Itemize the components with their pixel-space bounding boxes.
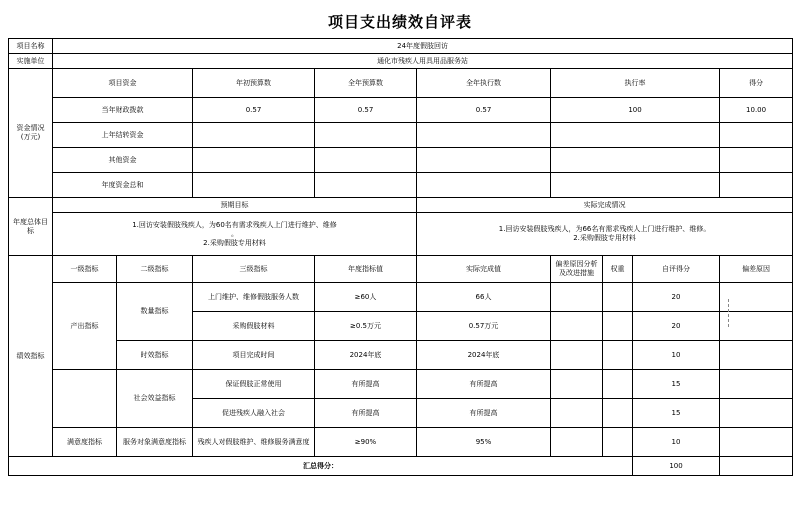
- funds-cell: [417, 148, 551, 173]
- indicator-analysis: [551, 370, 603, 399]
- funds-section-label: 资金情况 (万元): [9, 69, 53, 198]
- indicator-level1-blank: [53, 370, 117, 428]
- funds-cell: [193, 173, 315, 198]
- indicator-level2: 社会效益指标: [117, 370, 193, 428]
- indicator-level3: 采购假肢材料: [193, 312, 315, 341]
- total-label: 汇总得分：: [9, 457, 633, 476]
- indicator-weight: [603, 341, 633, 370]
- indicator-weight: [603, 399, 633, 428]
- indicator-score: 15: [633, 370, 720, 399]
- indicator-level2: 服务对象满意度指标: [117, 428, 193, 457]
- indicator-score: 20: [633, 312, 720, 341]
- evaluation-table: [8, 38, 793, 476]
- indicator-weight: [603, 370, 633, 399]
- indicator-header-reason: 偏差原因: [720, 256, 793, 283]
- indicator-header-level3: 三级指标: [193, 256, 315, 283]
- unit-value: 通化市残疾人用具用品服务站: [53, 54, 793, 69]
- indicator-score: 20: [633, 283, 720, 312]
- indicator-header-score: 自评得分: [633, 256, 720, 283]
- funds-header-rate: 执行率: [551, 69, 720, 98]
- funds-cell: [720, 123, 793, 148]
- indicator-reason: [720, 341, 793, 370]
- funds-cell: [193, 148, 315, 173]
- goals-expected-header: 预期目标: [53, 198, 417, 213]
- funds-cell: 0.57: [315, 98, 417, 123]
- indicator-analysis: [551, 341, 603, 370]
- funds-cell: 100: [551, 98, 720, 123]
- indicator-actual: 有所提高: [417, 370, 551, 399]
- indicator-actual: 66人: [417, 283, 551, 312]
- indicator-header-analysis: 偏差原因分析及改进措施: [551, 256, 603, 283]
- funds-header-budget: 全年预算数: [315, 69, 417, 98]
- funds-cell: [315, 173, 417, 198]
- total-value: 100: [633, 457, 720, 476]
- dashed-divider: [728, 299, 729, 327]
- indicator-weight: [603, 312, 633, 341]
- indicator-analysis: [551, 399, 603, 428]
- indicator-level3: 保证假肢正常使用: [193, 370, 315, 399]
- total-blank: [720, 457, 793, 476]
- indicator-header-weight: 权重: [603, 256, 633, 283]
- indicator-level3: 上门维护、维修假肢服务人数: [193, 283, 315, 312]
- indicator-target: 有所提高: [315, 399, 417, 428]
- indicator-actual: 有所提高: [417, 399, 551, 428]
- indicator-level1: 产出指标: [53, 283, 117, 370]
- unit-label: 实施单位: [9, 54, 53, 69]
- funds-cell: [193, 123, 315, 148]
- funds-row-label: 其他资金: [53, 148, 193, 173]
- funds-cell: [417, 173, 551, 198]
- indicator-analysis: [551, 283, 603, 312]
- project-name-label: 项目名称: [9, 39, 53, 54]
- indicator-actual: 0.57万元: [417, 312, 551, 341]
- indicator-reason: [720, 312, 793, 341]
- indicator-reason: [720, 370, 793, 399]
- indicator-target: ≥0.5万元: [315, 312, 417, 341]
- goals-section-label: 年度总体目标: [9, 198, 53, 256]
- indicator-reason: [720, 428, 793, 457]
- indicator-score: 15: [633, 399, 720, 428]
- indicator-level2: 时效指标: [117, 341, 193, 370]
- goals-actual-header: 实际完成情况: [417, 198, 793, 213]
- indicator-actual: 2024年底: [417, 341, 551, 370]
- funds-row-label: 上年结转资金: [53, 123, 193, 148]
- indicator-level3: 项目完成时间: [193, 341, 315, 370]
- funds-cell: [720, 148, 793, 173]
- goals-actual-text: 1.回访安装假肢残疾人，为66名有需求残疾人上门进行维护、维修。 2.采购假肢专用材料: [417, 213, 793, 256]
- funds-header-executed: 全年执行数: [417, 69, 551, 98]
- indicator-header-actual: 实际完成值: [417, 256, 551, 283]
- indicator-level1: 满意度指标: [53, 428, 117, 457]
- funds-cell: [315, 123, 417, 148]
- indicator-analysis: [551, 428, 603, 457]
- funds-cell: [551, 123, 720, 148]
- funds-cell: [315, 148, 417, 173]
- funds-row-label: 年度资金总和: [53, 173, 193, 198]
- indicator-header-target: 年度指标值: [315, 256, 417, 283]
- funds-cell: [720, 173, 793, 198]
- indicator-header-level1: 一级指标: [53, 256, 117, 283]
- funds-row-label: 当年财政拨款: [53, 98, 193, 123]
- indicator-target: 有所提高: [315, 370, 417, 399]
- funds-cell: [551, 148, 720, 173]
- indicator-analysis: [551, 312, 603, 341]
- indicator-weight: [603, 283, 633, 312]
- funds-cell: 0.57: [193, 98, 315, 123]
- funds-cell: 10.00: [720, 98, 793, 123]
- indicator-level2: 数量指标: [117, 283, 193, 341]
- indicator-weight: [603, 428, 633, 457]
- indicator-score: 10: [633, 428, 720, 457]
- funds-header-initial: 年初预算数: [193, 69, 315, 98]
- funds-header-item: 项目资金: [53, 69, 193, 98]
- indicator-reason: [720, 283, 793, 312]
- indicator-score: 10: [633, 341, 720, 370]
- goals-expected-text: 1.回访安装假肢残疾人，为60名有需求残疾人上门进行维护、维修 。 2.采购假肢专用材料: [53, 213, 417, 256]
- indicator-actual: 95%: [417, 428, 551, 457]
- indicator-reason: [720, 399, 793, 428]
- indicator-target: 2024年底: [315, 341, 417, 370]
- page-title: 项目支出绩效自评表: [327, 12, 472, 31]
- indicator-target: ≥90%: [315, 428, 417, 457]
- indicator-level3: 残疾人对假肢维护、维修服务满意度: [193, 428, 315, 457]
- indicator-header-level2: 二级指标: [117, 256, 193, 283]
- funds-cell: 0.57: [417, 98, 551, 123]
- indicator-target: ≥60人: [315, 283, 417, 312]
- indicator-level3: 促进残疾人融入社会: [193, 399, 315, 428]
- funds-header-score: 得分: [720, 69, 793, 98]
- funds-cell: [417, 123, 551, 148]
- project-name-value: 24年度假肢回访: [53, 39, 793, 54]
- funds-cell: [551, 173, 720, 198]
- indicators-section-label: 绩效指标: [9, 256, 53, 457]
